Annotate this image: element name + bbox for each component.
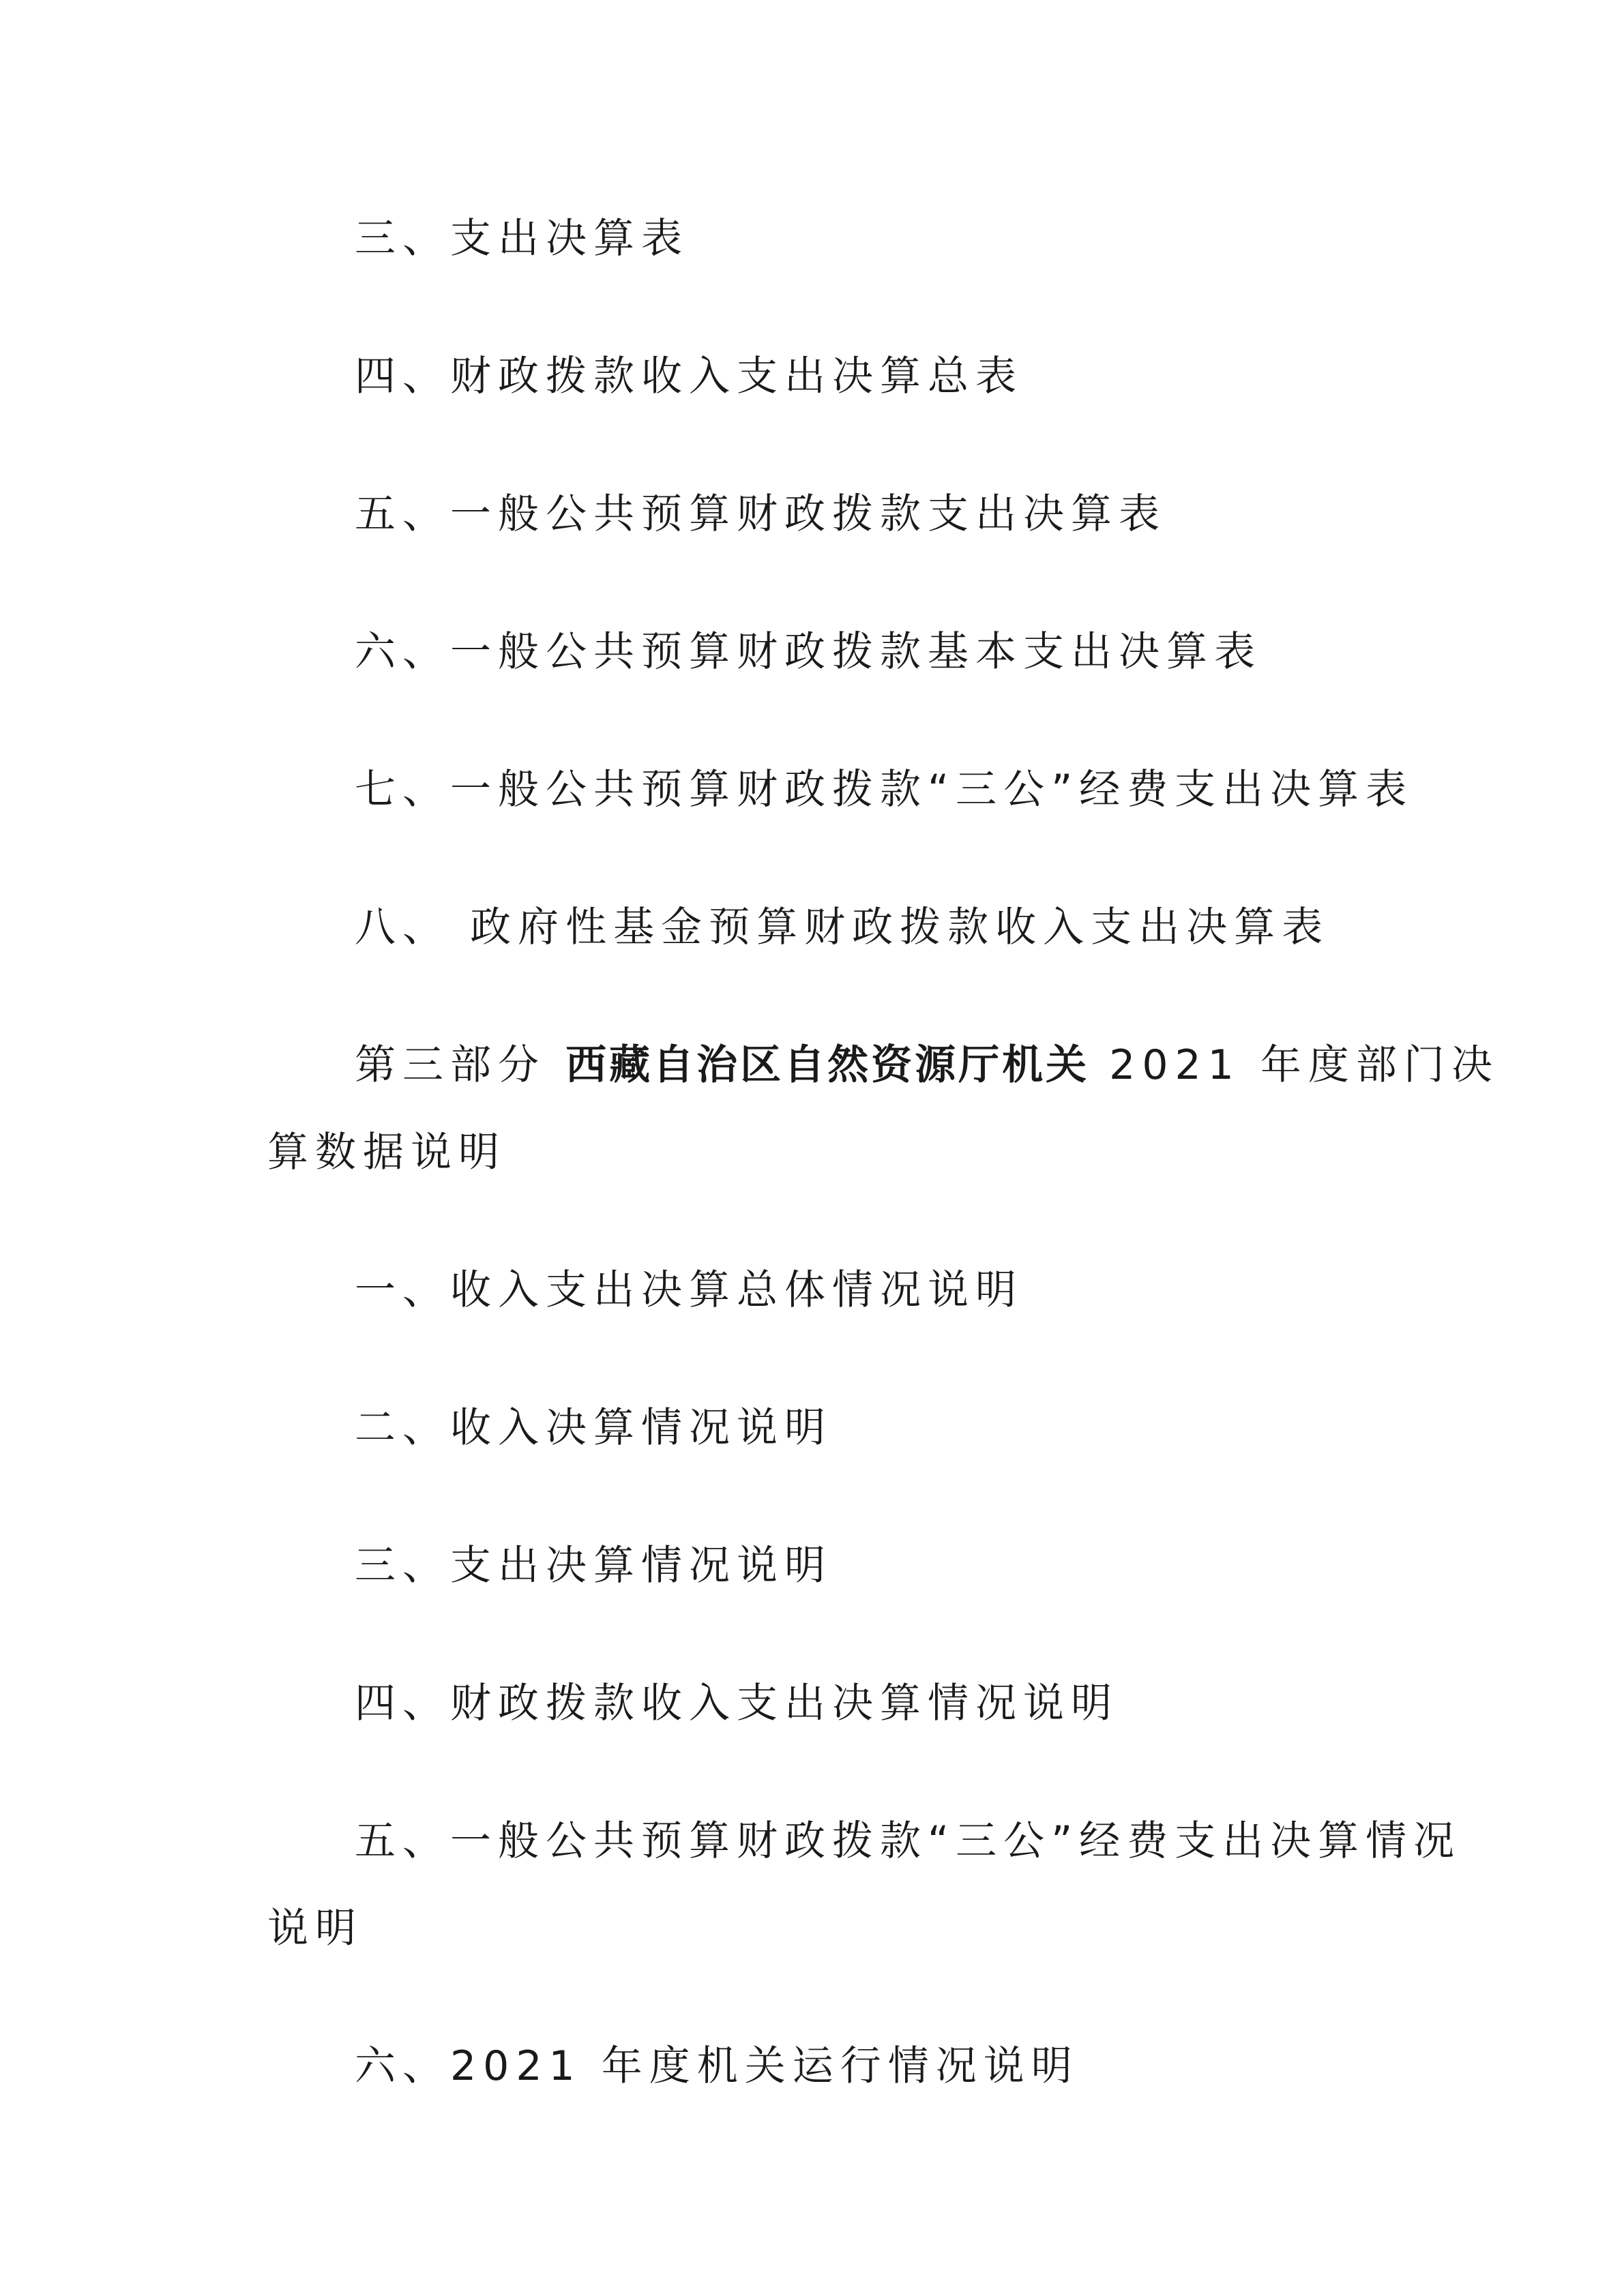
- toc-item: 四、财政拨款收入支出决算总表: [355, 353, 1023, 400]
- toc-item: 五、一般公共预算财政拨款支出决算表: [355, 490, 1166, 538]
- toc-item: 八、 政府性基金预算财政拨款收入支出决算表: [355, 904, 1330, 951]
- organization-name: 西藏自治区自然资源厅机关: [565, 1041, 1090, 1089]
- toc-item: 四、财政拨款收入支出决算情况说明: [355, 1680, 1119, 1727]
- toc-item: 六、2021 年度机关运行情况说明: [355, 2042, 1079, 2090]
- section-heading-suffix: 2021 年度部门决: [1089, 1041, 1499, 1089]
- toc-item: 二、收入决算情况说明: [355, 1404, 832, 1452]
- toc-item-continuation: 说明: [267, 1905, 363, 1952]
- section-heading-prefix: 第三部分: [355, 1041, 566, 1089]
- toc-item: 六、一般公共预算财政拨款基本支出决算表: [355, 628, 1262, 676]
- toc-item: 三、支出决算情况说明: [355, 1542, 832, 1590]
- section-heading: [355, 1041, 1499, 1089]
- section-heading-continuation: 算数据说明: [267, 1129, 506, 1176]
- toc-item: 五、一般公共预算财政拨款“三公”经费支出决算情况: [355, 1817, 1462, 1865]
- toc-item: 三、支出决算表: [355, 215, 689, 263]
- toc-item: 一、收入支出决算总体情况说明: [355, 1266, 1023, 1314]
- toc-item: 七、一般公共预算财政拨款“三公”经费支出决算表: [355, 766, 1414, 814]
